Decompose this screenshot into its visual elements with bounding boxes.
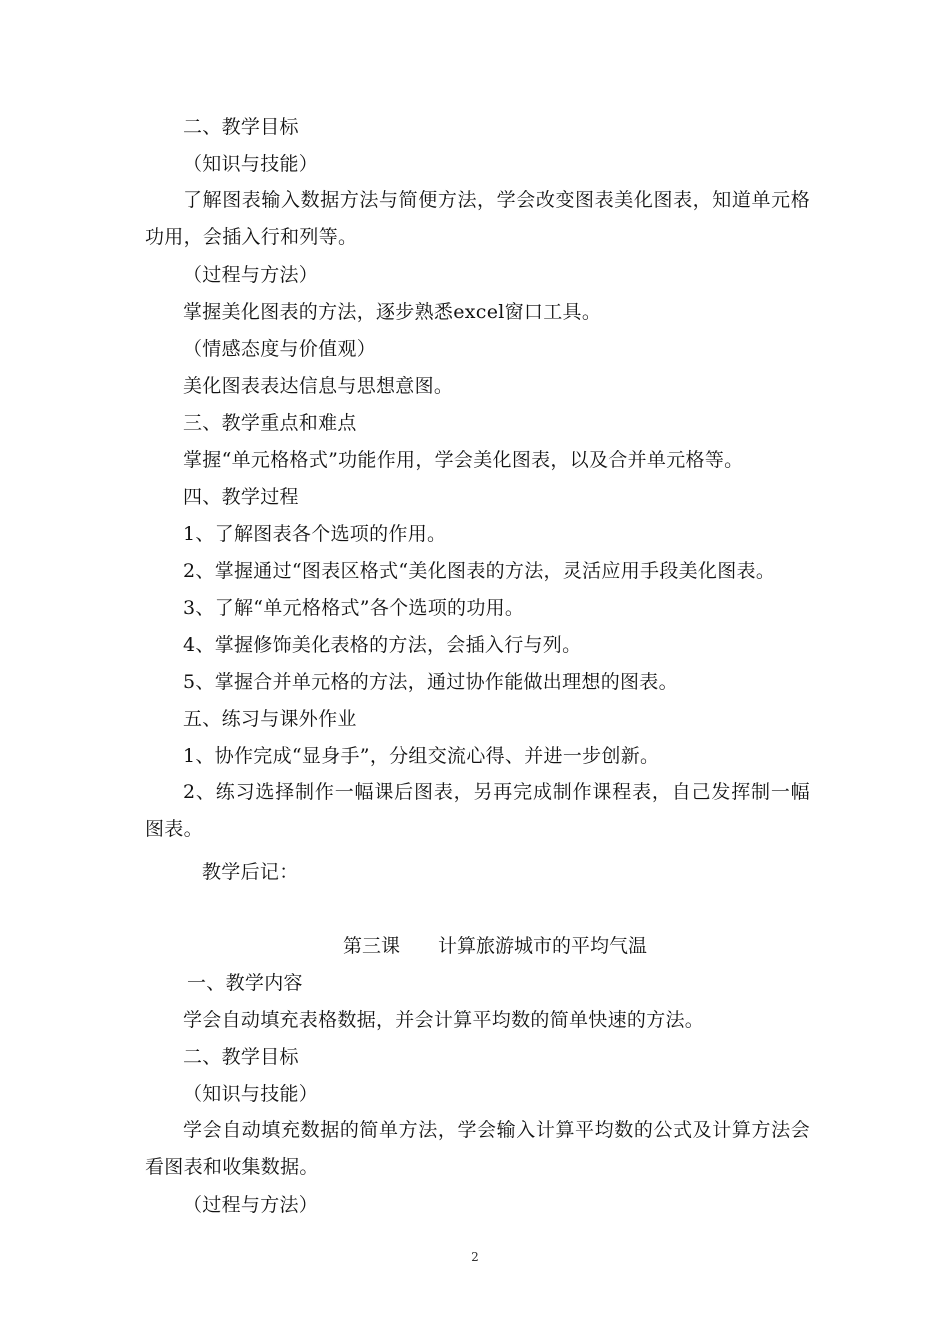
homework-item-1: 1、协作完成“显身手”，分组交流心得、并进一步创新。 (183, 745, 660, 767)
process-item-4: 4、掌握修饰美化表格的方法，会插入行与列。 (183, 634, 582, 656)
section-heading-content: 一、教学内容 (187, 972, 303, 994)
section-heading-process: 四、教学过程 (183, 486, 299, 508)
process-item-3: 3、了解“单元格格式”各个选项的功用。 (183, 597, 525, 619)
process-method-label: （过程与方法） (183, 264, 319, 286)
process-item-2: 2、掌握通过“图表区格式“美化图表的方法，灵活应用手段美化图表。 (183, 560, 776, 582)
section-heading-goals: 二、教学目标 (183, 116, 299, 138)
lesson3-knowledge-text: 学会自动填充数据的简单方法，学会输入计算平均数的公式及计算方法会看图表和收集数据。 (145, 1119, 810, 1178)
lesson-title (0, 934, 950, 958)
page-number: 2 (471, 1250, 479, 1264)
section-heading-homework: 五、练习与课外作业 (183, 708, 357, 730)
process-method-text: 掌握美化图表的方法，逐步熟悉excel窗口工具。 (183, 301, 602, 323)
knowledge-skills-label: （知识与技能） (183, 153, 319, 175)
process-item-1: 1、了解图表各个选项的作用。 (183, 523, 447, 545)
lesson3-process-label: （过程与方法） (183, 1194, 319, 1216)
content-text: 学会自动填充表格数据，并会计算平均数的简单快速的方法。 (183, 1009, 705, 1031)
homework-item-2: 2、练习选择制作一幅课后图表，另再完成制作课程表，自己发挥制一幅图表。 (145, 781, 810, 840)
lesson3-goals-heading: 二、教学目标 (183, 1046, 299, 1068)
lesson3-knowledge-label: （知识与技能） (183, 1083, 319, 1105)
process-item-5: 5、掌握合并单元格的方法，通过协作能做出理想的图表。 (183, 671, 678, 693)
emotion-values-label: （情感态度与价值观） (183, 338, 377, 360)
teaching-postscript: 教学后记： (202, 861, 299, 883)
lesson-name: 计算旅游城市的平均气温 (438, 935, 648, 957)
lesson-number: 第三课 (342, 935, 400, 957)
key-points-text: 掌握“单元格格式”功能作用，学会美化图表，以及合并单元格等。 (183, 449, 744, 471)
emotion-values-text: 美化图表表达信息与思想意图。 (183, 375, 454, 397)
knowledge-skills-text: 了解图表输入数据方法与简便方法，学会改变图表美化图表，知道单元格功用，会插入行和列等。 (145, 189, 810, 248)
section-heading-key-points: 三、教学重点和难点 (183, 412, 357, 434)
